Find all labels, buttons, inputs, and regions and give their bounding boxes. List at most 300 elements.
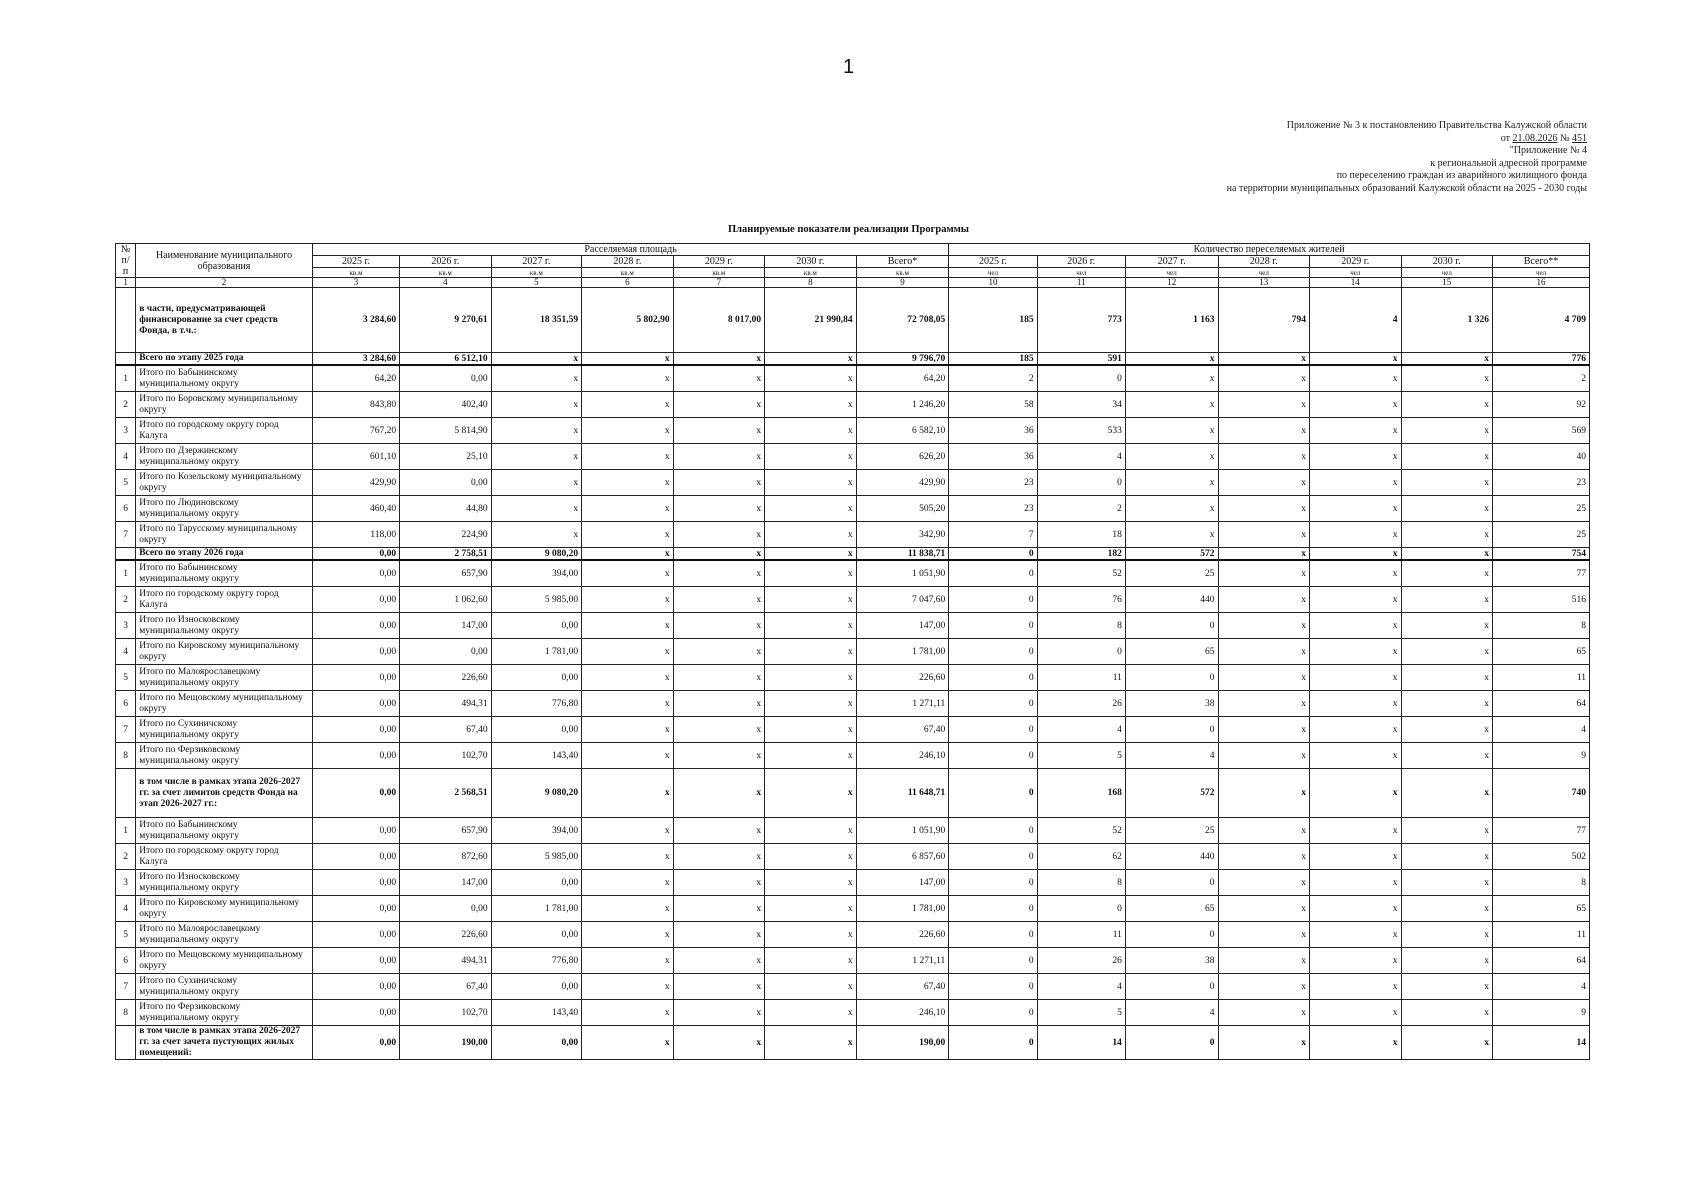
area-value-cell: 9 080,20 xyxy=(491,769,581,818)
people-value-cell: x xyxy=(1310,639,1402,665)
row-index: 6 xyxy=(116,496,136,522)
area-value-cell: x xyxy=(673,691,765,717)
people-value-cell: 572 xyxy=(1125,548,1218,561)
people-value-cell: x xyxy=(1310,587,1402,613)
people-value-cell: x xyxy=(1401,974,1493,1000)
people-value-cell: x xyxy=(1310,418,1402,444)
area-value-cell: 0,00 xyxy=(400,470,492,496)
header-area-year: 2028 г. xyxy=(582,256,674,268)
people-value-cell: x xyxy=(1401,717,1493,743)
area-value-cell: 0,00 xyxy=(312,974,399,1000)
area-value-cell: 9 080,20 xyxy=(491,548,581,561)
area-value-cell: x xyxy=(491,418,581,444)
area-value-cell: 9 796,70 xyxy=(856,353,949,366)
row-index: 3 xyxy=(116,418,136,444)
area-value-cell: 1 781,00 xyxy=(491,639,581,665)
area-value-cell: x xyxy=(582,418,674,444)
area-value-cell: 776,80 xyxy=(491,691,581,717)
people-value-cell: x xyxy=(1401,353,1493,366)
area-value-cell: 190,00 xyxy=(856,1026,949,1060)
area-value-cell: x xyxy=(673,353,765,366)
area-value-cell: x xyxy=(765,444,857,470)
people-value-cell: x xyxy=(1401,365,1493,392)
appendix-line-3: "Приложение № 4 xyxy=(1509,145,1587,157)
row-index: 4 xyxy=(116,444,136,470)
people-value-cell: 0 xyxy=(1037,896,1125,922)
area-value-cell: x xyxy=(582,948,674,974)
header-people-year: 2025 г. xyxy=(949,256,1037,268)
header-column-number: 4 xyxy=(400,278,492,288)
header-unit-people: чел xyxy=(1401,268,1493,278)
area-value-cell: 67,40 xyxy=(400,717,492,743)
area-value-cell: x xyxy=(673,560,765,587)
row-municipality-name: в том числе в рамках этапа 2026-2027 гг. за счет зачета пустующих жилых помещений: xyxy=(136,1026,313,1060)
row-index: 3 xyxy=(116,613,136,639)
header-column-number: 8 xyxy=(765,278,857,288)
people-value-cell: x xyxy=(1218,870,1310,896)
row-municipality-name: Итого по Людиновскому муниципальному округу xyxy=(136,496,313,522)
area-value-cell: 0,00 xyxy=(312,769,399,818)
row-index: 2 xyxy=(116,844,136,870)
people-value-cell: 773 xyxy=(1037,288,1125,353)
row-municipality-name: Итого по Кировскому муниципальному округу xyxy=(136,896,313,922)
people-value-cell: 185 xyxy=(949,353,1037,366)
area-value-cell: 0,00 xyxy=(312,1000,399,1026)
appendix-line-6: на территории муниципальных образований Калужской области на 2025 - 2030 годы xyxy=(1226,182,1587,194)
people-value-cell: x xyxy=(1310,948,1402,974)
area-value-cell: x xyxy=(673,922,765,948)
row-municipality-name: Итого по Бабынинскому муниципальному округу xyxy=(136,560,313,587)
row-municipality-name: Итого по Ферзиковскому муниципальному округу xyxy=(136,1000,313,1026)
people-value-cell: x xyxy=(1401,560,1493,587)
area-value-cell: 342,90 xyxy=(856,522,949,548)
header-people-total: Всего** xyxy=(1493,256,1590,268)
area-value-cell: 226,60 xyxy=(856,922,949,948)
area-value-cell: 246,10 xyxy=(856,1000,949,1026)
area-value-cell: x xyxy=(673,639,765,665)
row-index: 7 xyxy=(116,717,136,743)
people-value-cell: x xyxy=(1218,1026,1310,1060)
header-unit-people: чел xyxy=(1037,268,1125,278)
area-value-cell: 9 270,61 xyxy=(400,288,492,353)
area-value-cell: 872,60 xyxy=(400,844,492,870)
people-value-cell: x xyxy=(1401,818,1493,844)
page-number: 1 xyxy=(842,56,855,78)
people-value-cell: x xyxy=(1310,365,1402,392)
people-value-cell: 591 xyxy=(1037,353,1125,366)
area-value-cell: x xyxy=(765,587,857,613)
people-value-cell: x xyxy=(1401,769,1493,818)
people-value-cell: 185 xyxy=(949,288,1037,353)
area-value-cell: x xyxy=(673,548,765,561)
people-value-cell: x xyxy=(1218,587,1310,613)
people-value-cell: 2 xyxy=(949,365,1037,392)
header-area-year: 2025 г. xyxy=(312,256,399,268)
row-index xyxy=(116,288,136,353)
area-value-cell: x xyxy=(673,844,765,870)
people-value-cell: x xyxy=(1125,418,1218,444)
people-value-cell: 76 xyxy=(1037,587,1125,613)
people-value-cell: 14 xyxy=(1493,1026,1590,1060)
people-value-cell: 11 xyxy=(1493,922,1590,948)
area-value-cell: x xyxy=(582,974,674,1000)
row-index: 2 xyxy=(116,392,136,418)
people-value-cell: 8 xyxy=(1493,613,1590,639)
row-municipality-name: Итого по Ферзиковскому муниципальному округу xyxy=(136,743,313,769)
area-value-cell: x xyxy=(491,522,581,548)
people-value-cell: x xyxy=(1125,444,1218,470)
area-value-cell: x xyxy=(765,613,857,639)
people-value-cell: x xyxy=(1310,922,1402,948)
area-value-cell: 0,00 xyxy=(400,896,492,922)
people-value-cell: x xyxy=(1218,560,1310,587)
row-municipality-name: Итого по Мещовскому муниципальному округу xyxy=(136,691,313,717)
area-value-cell: x xyxy=(582,496,674,522)
people-value-cell: x xyxy=(1310,818,1402,844)
header-unit-area: кв.м xyxy=(856,268,949,278)
area-value-cell: x xyxy=(765,353,857,366)
people-value-cell: 533 xyxy=(1037,418,1125,444)
people-value-cell: 4 xyxy=(1037,444,1125,470)
people-value-cell: x xyxy=(1310,665,1402,691)
people-value-cell: 0 xyxy=(1125,870,1218,896)
people-value-cell: 0 xyxy=(949,717,1037,743)
row-index: 8 xyxy=(116,1000,136,1026)
area-value-cell: x xyxy=(582,1000,674,1026)
table-row xyxy=(116,587,1590,613)
area-value-cell: 6 582,10 xyxy=(856,418,949,444)
header-unit-people: чел xyxy=(1493,268,1590,278)
header-unit-area: кв.м xyxy=(582,268,674,278)
people-value-cell: 1 326 xyxy=(1401,288,1493,353)
area-value-cell: 0,00 xyxy=(400,365,492,392)
header-unit-people: чел xyxy=(1218,268,1310,278)
area-value-cell: 0,00 xyxy=(491,974,581,1000)
people-value-cell: x xyxy=(1218,470,1310,496)
area-value-cell: x xyxy=(582,444,674,470)
header-column-number: 11 xyxy=(1037,278,1125,288)
people-value-cell: 0 xyxy=(949,665,1037,691)
people-value-cell: x xyxy=(1218,1000,1310,1026)
area-value-cell: 5 985,00 xyxy=(491,844,581,870)
people-value-cell: x xyxy=(1218,522,1310,548)
header-people-group: Количество переселяемых жителей xyxy=(949,244,1590,256)
area-value-cell: x xyxy=(582,522,674,548)
header-unit-area: кв.м xyxy=(673,268,765,278)
area-value-cell: 505,20 xyxy=(856,496,949,522)
people-value-cell: x xyxy=(1310,691,1402,717)
area-value-cell: 224,90 xyxy=(400,522,492,548)
area-value-cell: 143,40 xyxy=(491,743,581,769)
row-index: 6 xyxy=(116,691,136,717)
people-value-cell: 0 xyxy=(1125,665,1218,691)
area-value-cell: 18 351,59 xyxy=(491,288,581,353)
area-value-cell: x xyxy=(673,418,765,444)
table-row xyxy=(116,353,1590,366)
area-value-cell: 0,00 xyxy=(312,870,399,896)
people-value-cell: 0 xyxy=(1037,365,1125,392)
people-value-cell: x xyxy=(1218,974,1310,1000)
area-value-cell: 21 990,84 xyxy=(765,288,857,353)
area-value-cell: 0,00 xyxy=(312,560,399,587)
people-value-cell: 9 xyxy=(1493,1000,1590,1026)
table-row xyxy=(116,548,1590,561)
people-value-cell: x xyxy=(1310,353,1402,366)
area-value-cell: 102,70 xyxy=(400,1000,492,1026)
row-municipality-name: Итого по Боровскому муниципальному округу xyxy=(136,392,313,418)
table-row xyxy=(116,444,1590,470)
area-value-cell: x xyxy=(673,587,765,613)
people-value-cell: 4 xyxy=(1125,1000,1218,1026)
row-municipality-name: Итого по Бабынинскому муниципальному округу xyxy=(136,818,313,844)
area-value-cell: 0,00 xyxy=(312,717,399,743)
people-value-cell: 0 xyxy=(949,587,1037,613)
area-value-cell: x xyxy=(765,365,857,392)
area-value-cell: 1 051,90 xyxy=(856,560,949,587)
area-value-cell: x xyxy=(582,870,674,896)
area-value-cell: 767,20 xyxy=(312,418,399,444)
area-value-cell: 72 708,05 xyxy=(856,288,949,353)
area-value-cell: x xyxy=(765,639,857,665)
people-value-cell: 2 xyxy=(1493,365,1590,392)
people-value-cell: 740 xyxy=(1493,769,1590,818)
people-value-cell: x xyxy=(1401,870,1493,896)
people-value-cell: 38 xyxy=(1125,948,1218,974)
area-value-cell: x xyxy=(765,548,857,561)
area-value-cell: x xyxy=(582,769,674,818)
area-value-cell: 429,90 xyxy=(312,470,399,496)
area-value-cell: x xyxy=(582,691,674,717)
area-value-cell: 601,10 xyxy=(312,444,399,470)
people-value-cell: x xyxy=(1310,769,1402,818)
people-value-cell: 4 xyxy=(1493,974,1590,1000)
people-value-cell: x xyxy=(1310,896,1402,922)
area-value-cell: 147,00 xyxy=(400,870,492,896)
people-value-cell: 0 xyxy=(1125,922,1218,948)
area-value-cell: 5 814,90 xyxy=(400,418,492,444)
area-value-cell: 67,40 xyxy=(856,974,949,1000)
area-value-cell: 226,60 xyxy=(400,922,492,948)
area-value-cell: x xyxy=(765,392,857,418)
people-value-cell: x xyxy=(1401,587,1493,613)
people-value-cell: x xyxy=(1310,392,1402,418)
people-value-cell: 0 xyxy=(949,1000,1037,1026)
people-value-cell: 36 xyxy=(949,444,1037,470)
area-value-cell: 226,60 xyxy=(856,665,949,691)
area-value-cell: 460,40 xyxy=(312,496,399,522)
row-index: 7 xyxy=(116,974,136,1000)
row-municipality-name: Итого по городскому округу город Калуга xyxy=(136,418,313,444)
area-value-cell: 843,80 xyxy=(312,392,399,418)
people-value-cell: x xyxy=(1310,844,1402,870)
header-area-year: 2029 г. xyxy=(673,256,765,268)
people-value-cell: x xyxy=(1125,365,1218,392)
area-value-cell: 1 271,11 xyxy=(856,691,949,717)
people-value-cell: 65 xyxy=(1125,896,1218,922)
area-value-cell: 1 271,11 xyxy=(856,948,949,974)
area-value-cell: x xyxy=(673,522,765,548)
table-row xyxy=(116,496,1590,522)
area-value-cell: 0,00 xyxy=(312,639,399,665)
people-value-cell: x xyxy=(1125,353,1218,366)
area-value-cell: x xyxy=(765,1026,857,1060)
area-value-cell: 0,00 xyxy=(491,665,581,691)
header-unit-area: кв.м xyxy=(765,268,857,278)
people-value-cell: x xyxy=(1401,844,1493,870)
area-value-cell: x xyxy=(582,818,674,844)
people-value-cell: x xyxy=(1401,896,1493,922)
people-value-cell: x xyxy=(1310,560,1402,587)
area-value-cell: 394,00 xyxy=(491,560,581,587)
area-value-cell: x xyxy=(673,1000,765,1026)
area-value-cell: 657,90 xyxy=(400,560,492,587)
header-column-number: 6 xyxy=(582,278,674,288)
people-value-cell: x xyxy=(1218,353,1310,366)
area-value-cell: x xyxy=(582,587,674,613)
area-value-cell: x xyxy=(673,948,765,974)
header-unit-area: кв.м xyxy=(312,268,399,278)
people-value-cell: 502 xyxy=(1493,844,1590,870)
header-column-number: 13 xyxy=(1218,278,1310,288)
people-value-cell: 0 xyxy=(949,548,1037,561)
people-value-cell: 26 xyxy=(1037,691,1125,717)
people-value-cell: 26 xyxy=(1037,948,1125,974)
people-value-cell: 77 xyxy=(1493,818,1590,844)
area-value-cell: 102,70 xyxy=(400,743,492,769)
row-index: 3 xyxy=(116,870,136,896)
area-value-cell: x xyxy=(491,392,581,418)
area-value-cell: 226,60 xyxy=(400,665,492,691)
area-value-cell: x xyxy=(765,560,857,587)
header-unit-people: чел xyxy=(1310,268,1402,278)
people-value-cell: x xyxy=(1125,392,1218,418)
area-value-cell: x xyxy=(582,392,674,418)
area-value-cell: x xyxy=(673,470,765,496)
table-row xyxy=(116,470,1590,496)
people-value-cell: x xyxy=(1218,896,1310,922)
area-value-cell: x xyxy=(765,717,857,743)
table-row xyxy=(116,844,1590,870)
header-people-year: 2028 г. xyxy=(1218,256,1310,268)
area-value-cell: x xyxy=(582,365,674,392)
row-municipality-name: Итого по Мещовскому муниципальному округу xyxy=(136,948,313,974)
people-value-cell: 0 xyxy=(949,743,1037,769)
people-value-cell: x xyxy=(1310,1000,1402,1026)
people-value-cell: 0 xyxy=(949,974,1037,1000)
area-value-cell: x xyxy=(582,560,674,587)
people-value-cell: 0 xyxy=(949,948,1037,974)
people-value-cell: 77 xyxy=(1493,560,1590,587)
people-value-cell: x xyxy=(1401,613,1493,639)
table-row xyxy=(116,418,1590,444)
header-unit-area: кв.м xyxy=(400,268,492,278)
area-value-cell: 64,20 xyxy=(312,365,399,392)
row-municipality-name: Итого по Дзержинскому муниципальному округу xyxy=(136,444,313,470)
people-value-cell: 7 xyxy=(949,522,1037,548)
people-value-cell: 754 xyxy=(1493,548,1590,561)
row-index: 4 xyxy=(116,896,136,922)
people-value-cell: x xyxy=(1401,639,1493,665)
header-column-number: 12 xyxy=(1125,278,1218,288)
people-value-cell: x xyxy=(1310,496,1402,522)
area-value-cell: 0,00 xyxy=(312,818,399,844)
people-value-cell: 0 xyxy=(1125,1026,1218,1060)
area-value-cell: x xyxy=(582,717,674,743)
people-value-cell: x xyxy=(1401,948,1493,974)
table-row xyxy=(116,691,1590,717)
area-value-cell: 429,90 xyxy=(856,470,949,496)
table-body xyxy=(116,288,1590,1060)
area-value-cell: 11 648,71 xyxy=(856,769,949,818)
table-row xyxy=(116,392,1590,418)
table-row xyxy=(116,1026,1590,1060)
people-value-cell: 516 xyxy=(1493,587,1590,613)
area-value-cell: x xyxy=(582,639,674,665)
area-value-cell: x xyxy=(582,548,674,561)
area-value-cell: x xyxy=(582,922,674,948)
people-value-cell: 4 xyxy=(1037,974,1125,1000)
area-value-cell: 147,00 xyxy=(856,613,949,639)
row-municipality-name: Всего по этапу 2025 года xyxy=(136,353,313,366)
people-value-cell: 25 xyxy=(1125,818,1218,844)
area-value-cell: 402,40 xyxy=(400,392,492,418)
header-area-group: Расселяемая площадь xyxy=(312,244,948,256)
people-value-cell: x xyxy=(1218,639,1310,665)
area-value-cell: 25,10 xyxy=(400,444,492,470)
area-value-cell: 8 017,00 xyxy=(673,288,765,353)
area-value-cell: x xyxy=(491,365,581,392)
indicators-table xyxy=(115,243,1590,1060)
area-value-cell: x xyxy=(491,496,581,522)
people-value-cell: 0 xyxy=(1125,974,1218,1000)
area-value-cell: 0,00 xyxy=(312,743,399,769)
people-value-cell: x xyxy=(1310,613,1402,639)
people-value-cell: x xyxy=(1401,444,1493,470)
date-prefix: от xyxy=(1500,132,1513,144)
people-value-cell: 572 xyxy=(1125,769,1218,818)
appendix-line-2 xyxy=(1227,133,1587,146)
area-value-cell: x xyxy=(491,353,581,366)
row-municipality-name: Итого по Малоярославецкому муниципальному округу xyxy=(136,665,313,691)
area-value-cell: 0,00 xyxy=(312,691,399,717)
header-area-year: 2026 г. xyxy=(400,256,492,268)
row-index xyxy=(116,769,136,818)
area-value-cell: 0,00 xyxy=(491,717,581,743)
row-index: 5 xyxy=(116,665,136,691)
people-value-cell: x xyxy=(1310,717,1402,743)
people-value-cell: x xyxy=(1218,691,1310,717)
area-value-cell: x xyxy=(582,613,674,639)
area-value-cell: x xyxy=(673,743,765,769)
table-row xyxy=(116,769,1590,818)
table-row xyxy=(116,948,1590,974)
area-value-cell: x xyxy=(582,353,674,366)
row-municipality-name: Итого по Кировскому муниципальному округу xyxy=(136,639,313,665)
area-value-cell: x xyxy=(491,470,581,496)
header-column-number: 1 xyxy=(116,278,136,288)
area-value-cell: 64,20 xyxy=(856,365,949,392)
header-area-year: 2030 г. xyxy=(765,256,857,268)
area-value-cell: x xyxy=(582,665,674,691)
header-column-number: 9 xyxy=(856,278,949,288)
people-value-cell: x xyxy=(1401,418,1493,444)
people-value-cell: x xyxy=(1401,496,1493,522)
area-value-cell: 44,80 xyxy=(400,496,492,522)
people-value-cell: x xyxy=(1218,665,1310,691)
area-value-cell: 0,00 xyxy=(312,548,399,561)
area-value-cell: x xyxy=(491,444,581,470)
people-value-cell: 40 xyxy=(1493,444,1590,470)
